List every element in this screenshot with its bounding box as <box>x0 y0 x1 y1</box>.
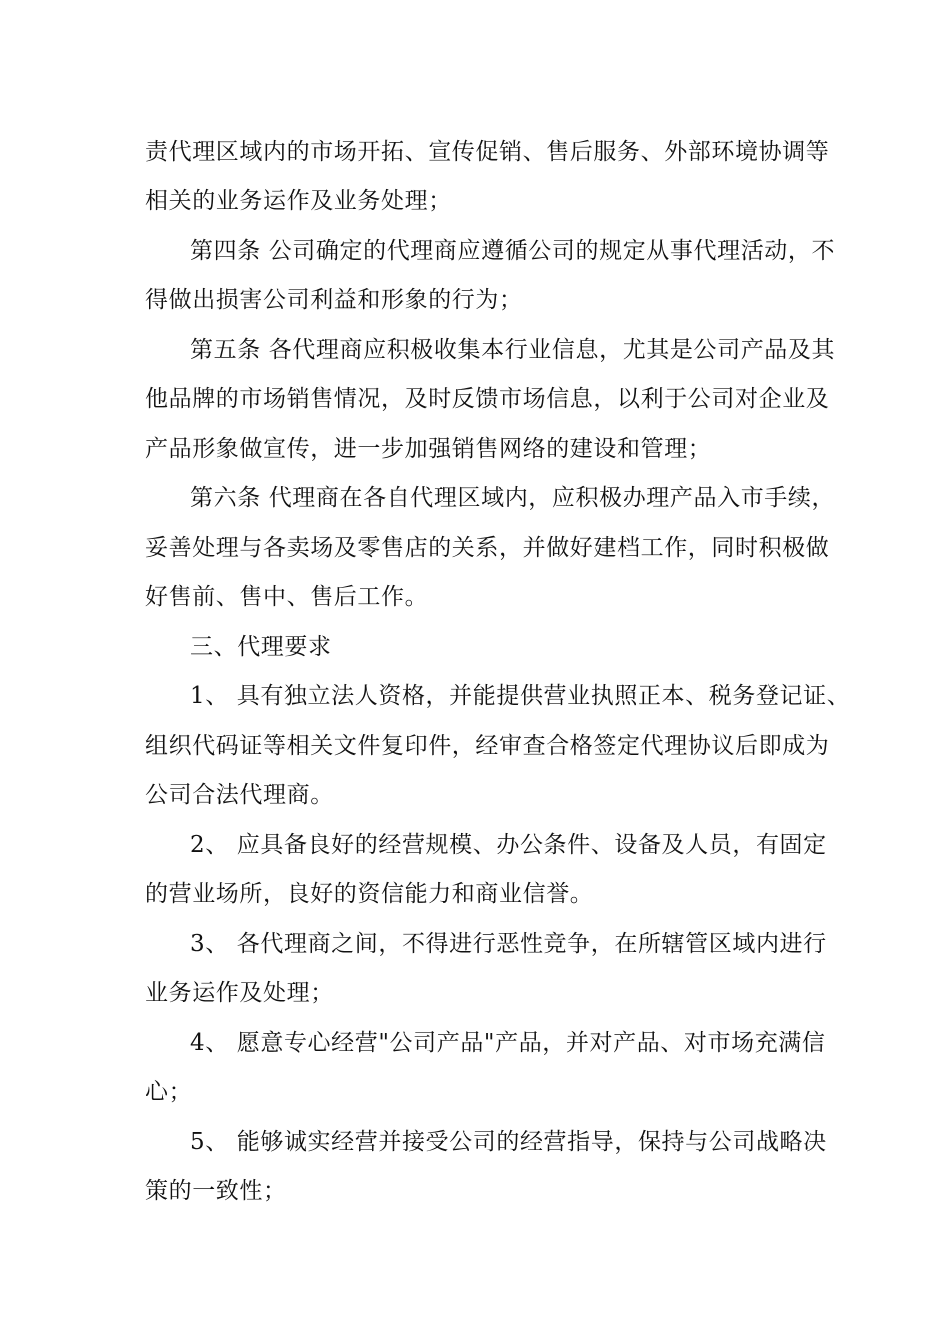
text-line-7: 产品形象做宣传，进一步加强销售网络的建设和管理； <box>145 436 712 462</box>
text-line-1: 责代理区域内的市场开拓、宣传促销、售后服务、外部环境协调等 <box>145 139 830 165</box>
text-line-10: 好售前、售中、售后工作。 <box>145 584 429 610</box>
text-line-18: 业务运作及处理； <box>145 980 334 1006</box>
text-line-14: 公司合法代理商。 <box>145 782 334 808</box>
text-line-12: 1、 具有独立法人资格，并能提供营业执照正本、税务登记证、 <box>190 683 851 709</box>
text-line-5: 第五条 各代理商应积极收集本行业信息，尤其是公司产品及其 <box>190 337 836 363</box>
text-line-22: 策的一致性； <box>145 1178 287 1204</box>
text-line-3: 第四条 公司确定的代理商应遵循公司的规定从事代理活动，不 <box>190 238 836 264</box>
text-line-21: 5、 能够诚实经营并接受公司的经营指导，保持与公司战略决 <box>190 1129 827 1155</box>
text-line-19: 4、 愿意专心经营"公司产品"产品，并对产品、对市场充满信 <box>190 1030 826 1056</box>
text-line-8: 第六条 代理商在各自代理区域内，应积极办理产品入市手续， <box>190 485 836 511</box>
text-line-16: 的营业场所，良好的资信能力和商业信誉。 <box>145 881 594 907</box>
text-line-9: 妥善处理与各卖场及零售店的关系，并做好建档工作，同时积极做 <box>145 535 830 561</box>
text-line-15: 2、 应具备良好的经营规模、办公条件、设备及人员，有固定 <box>190 832 827 858</box>
text-line-4: 得做出损害公司利益和形象的行为； <box>145 287 523 313</box>
text-line-6: 他品牌的市场销售情况，及时反馈市场信息，以利于公司对企业及 <box>145 386 830 412</box>
section-heading: 三、代理要求 <box>190 634 332 660</box>
text-line-20: 心； <box>145 1079 193 1105</box>
text-line-13: 组织代码证等相关文件复印件，经审查合格签定代理协议后即成为 <box>145 733 830 759</box>
text-line-17: 3、 各代理商之间，不得进行恶性竞争，在所辖管区域内进行 <box>190 931 827 957</box>
text-line-2: 相关的业务运作及业务处理； <box>145 188 452 214</box>
